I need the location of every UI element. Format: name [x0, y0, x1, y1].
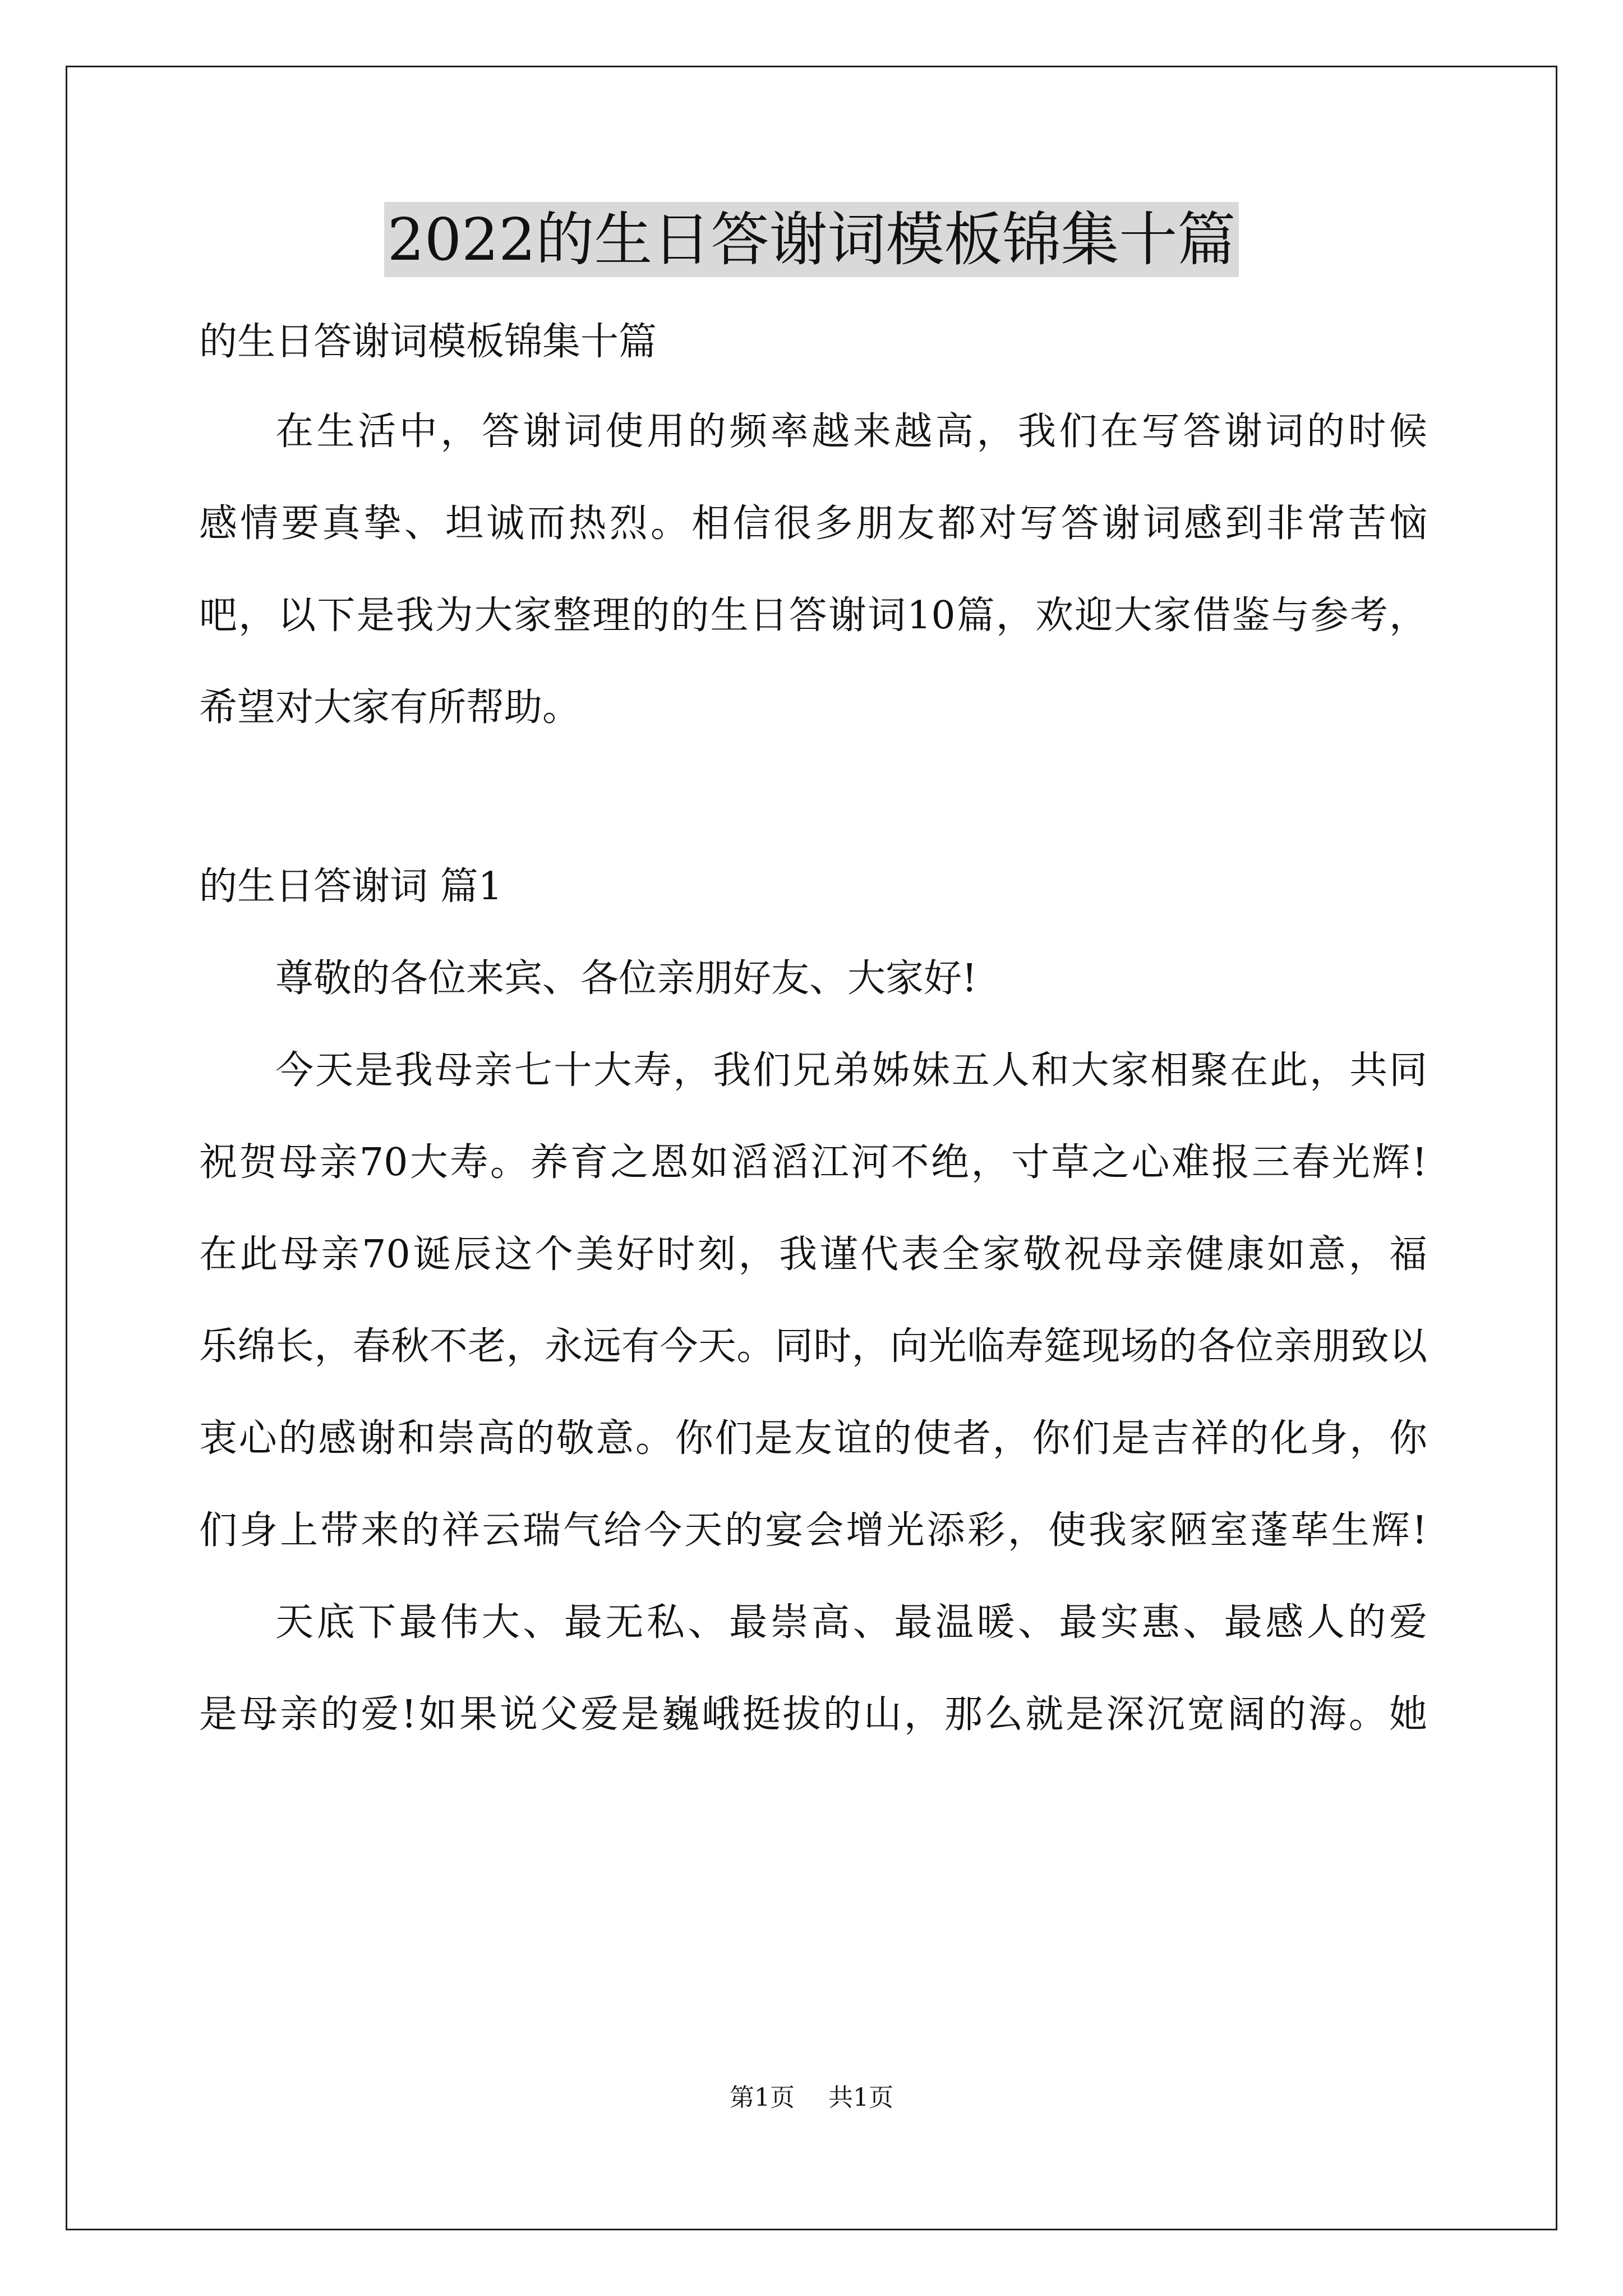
title-area [0, 202, 1623, 277]
document-title: 2022的生日答谢词模板锦集十篇 [384, 202, 1239, 277]
intro-line: 希望对大家有所帮助。 [199, 685, 581, 730]
paragraph-line: 们身上带来的祥云瑞气给今天的宴会增光添彩，使我家陋室蓬荜生辉! [199, 1508, 1427, 1553]
intro-line: 感情要真挚、坦诚而热烈。相信很多朋友都对写答谢词感到非常苦恼 [199, 501, 1427, 546]
paragraph-line: 乐绵长，春秋不老，永远有今天。同时，向光临寿筵现场的各位亲朋致以 [199, 1324, 1427, 1369]
page-total: 共1页 [828, 2083, 893, 2112]
paragraph-line: 今天是我母亲七十大寿，我们兄弟姊妹五人和大家相聚在此，共同 [275, 1048, 1427, 1093]
paragraph-line: 天底下最伟大、最无私、最崇高、最温暖、最实惠、最感人的爱 [275, 1600, 1427, 1645]
paragraph-line: 在此母亲70诞辰这个美好时刻，我谨代表全家敬祝母亲健康如意，福 [199, 1232, 1427, 1277]
intro-line: 在生活中，答谢词使用的频率越来越高，我们在写答谢词的时候 [275, 409, 1427, 454]
greeting: 尊敬的各位来宾、各位亲朋好友、大家好! [275, 956, 978, 1001]
paragraph-line: 衷心的感谢和崇高的敬意。你们是友谊的使者，你们是吉祥的化身，你 [199, 1416, 1427, 1461]
document-subtitle: 的生日答谢词模板锦集十篇 [199, 320, 657, 364]
intro-line: 吧，以下是我为大家整理的的生日答谢词10篇，欢迎大家借鉴与参考， [199, 593, 1427, 638]
section-heading: 的生日答谢词 篇1 [199, 864, 502, 909]
paragraph-line: 祝贺母亲70大寿。养育之恩如滔滔江河不绝，寸草之心难报三春光辉! [199, 1140, 1427, 1185]
paragraph-line: 是母亲的爱!如果说父爱是巍峨挺拔的山，那么就是深沉宽阔的海。她 [199, 1692, 1427, 1737]
page-number: 第1页 [730, 2083, 795, 2112]
page-footer [0, 2082, 1623, 2114]
